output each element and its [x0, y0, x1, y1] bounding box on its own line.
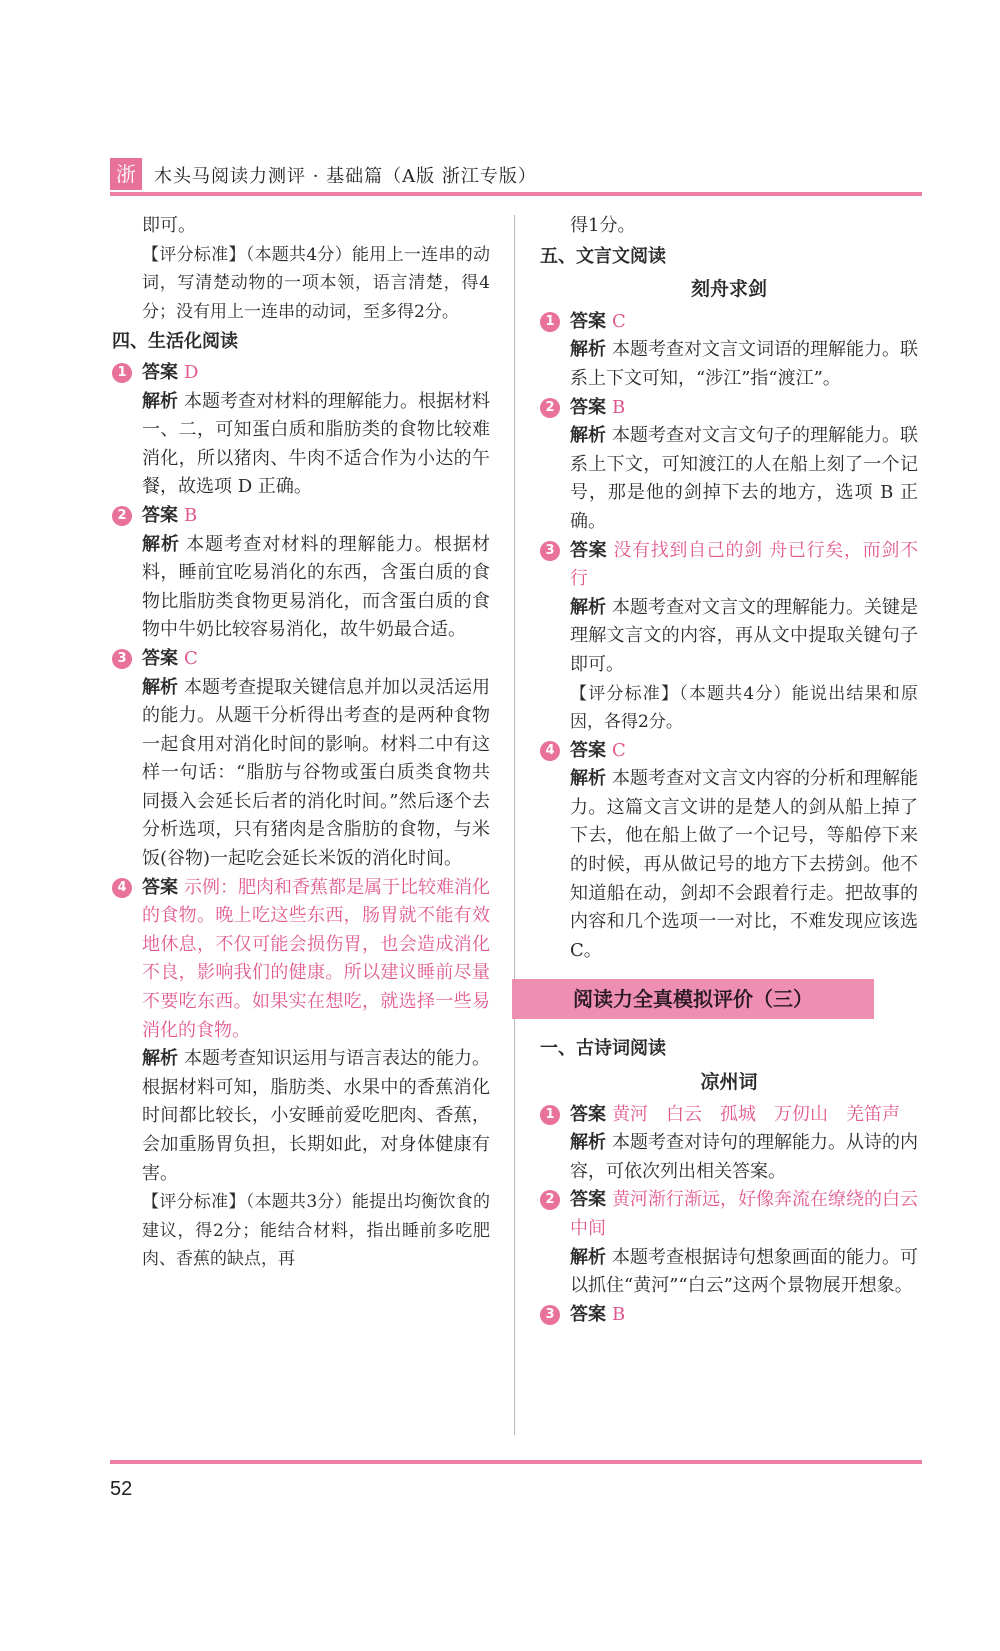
- analysis-text: 本题考查对文言文内容的分析和理解能力。这篇文言文讲的是楚人的剑从船上掉了下去，他在船上做了一个记号，等船停下来的时候，再从做记号的地方下去捞剑。他不知道船在动，剑却不会跟着行走。把故事的内容和几个选项一一对比，不难发现应该选 C。: [570, 768, 918, 961]
- answer-text: 示例：肥肉和香蕉都是属于比较难消化的食物。晚上吃这些东西，肠胃就不能有效地休息，不仅可能会损伤胃，也会造成消化不良，影响我们的健康。所以建议睡前尽量不要吃东西。如果实在想吃，就选择一些易消化的食物。: [142, 876, 490, 1041]
- analysis-text: 本题考查对材料的理解能力。根据材料一、二，可知蛋白质和脂肪类的食物比较难消化，所以猪肉、牛肉不适合作为小达的午餐，故选项 D 正确。: [142, 390, 490, 498]
- question-number: 2: [540, 1190, 560, 1210]
- answer-label: 答案: [570, 310, 606, 332]
- analysis-text: 本题考查对文言文词语的理解能力。联系上下文可知，“涉江”指“渡江”。: [570, 339, 918, 389]
- answer-label: 答案: [142, 647, 178, 669]
- chapter-banner: 阅读力全真模拟评价（三）: [512, 979, 874, 1019]
- page-number: 52: [110, 1478, 133, 1500]
- analysis-label: 解析: [142, 533, 181, 555]
- answer-text: 黄河 白云 孤城 万仞山 羌笛声: [612, 1103, 900, 1125]
- poem-title: 凉州词: [700, 1071, 758, 1094]
- analysis-label: 解析: [570, 1246, 606, 1268]
- analysis-text: 本题考查对文言文的理解能力。关键是理解文言文的内容，再从文中提取关键句子即可。: [570, 596, 918, 675]
- answer-text: B: [612, 396, 626, 418]
- right-column: [540, 212, 918, 1329]
- scoring-standard: 【评分标准】（本题共3分）能提出均衡饮食的建议，得2分；能结合材料，指出睡前多吃肥肉、香蕉的缺点，再: [142, 1192, 490, 1270]
- analysis-text: 本题考查对诗句的理解能力。从诗的内容，可依次列出相关答案。: [570, 1132, 918, 1182]
- answer-label: 答案: [570, 396, 606, 418]
- question-item: [112, 359, 490, 502]
- analysis-label: 解析: [570, 768, 606, 790]
- question-number: 2: [540, 398, 560, 418]
- answer-text: D: [184, 361, 199, 383]
- header-rule: [110, 192, 922, 196]
- series-title: 木头马阅读力测评 · 基础篇（A版 浙江专版）: [154, 166, 537, 187]
- analysis-label: 解析: [142, 676, 178, 698]
- analysis-text: 本题考查对材料的理解能力。根据材料，睡前宜吃易消化的东西，含蛋白质的食物比脂肪类食物更易消化，而含蛋白质的食物中牛奶比较容易消化，故牛奶最合适。: [142, 533, 491, 641]
- answer-label: 答案: [570, 1303, 606, 1325]
- answer-text: C: [184, 647, 198, 669]
- analysis-text: 本题考查根据诗句想象画面的能力。可以抓住“黄河”“白云”这两个景物展开想象。: [570, 1246, 918, 1297]
- analysis-label: 解析: [142, 1048, 178, 1070]
- question-item: [540, 1301, 918, 1330]
- paragraph: 得1分。: [570, 215, 636, 236]
- question-item: [540, 1186, 918, 1300]
- question-item: [540, 537, 918, 737]
- question-item: [540, 737, 918, 966]
- answer-text: 黄河渐行渐远，好像奔流在缭绕的白云中间: [570, 1189, 918, 1239]
- question-number: 3: [540, 1305, 560, 1325]
- answer-label: 答案: [570, 1103, 606, 1125]
- analysis-text: 本题考查知识运用与语言表达的能力。根据材料可知，脂肪类、水果中的香蕉消化时间都比较长，小安睡前爱吃肥肉、香蕉，会加重肠胃负担，长期如此，对身体健康有害。: [142, 1048, 490, 1184]
- answer-text: C: [612, 739, 626, 761]
- answer-label: 答案: [142, 504, 178, 526]
- scoring-standard: 【评分标准】（本题共4分）能说出结果和原因，各得2分。: [570, 683, 918, 733]
- page-header: [110, 158, 922, 190]
- question-number: 1: [540, 312, 560, 332]
- question-number: 4: [540, 741, 560, 761]
- answer-label: 答案: [570, 739, 606, 761]
- answer-label: 答案: [142, 876, 178, 898]
- question-item: [540, 394, 918, 537]
- analysis-text: 本题考查提取关键信息并加以灵活运用的能力。从题干分析得出考查的是两种食物一起食用对消化时间的影响。材料二中有这样一句话：“脂肪与谷物或蛋白质类食物共同摄入会延长后者的消化时间。”然后逐个去分析选项，只有猪肉是含脂肪的食物，与米饭(谷物)一起吃会延长米饭的消化时间。: [142, 676, 490, 870]
- analysis-label: 解析: [570, 425, 606, 447]
- paragraph: 即可。: [142, 215, 196, 236]
- section-heading: 一、古诗词阅读: [540, 1038, 666, 1060]
- scoring-standard: 【评分标准】（本题共4分）能用上一连串的动词，写清楚动物的一项本领，语言清楚，得4分；没有用上一连串的动词，至多得2分。: [142, 244, 490, 322]
- answer-text: C: [612, 310, 626, 332]
- question-item: [540, 308, 918, 394]
- footer-rule: [110, 1460, 922, 1464]
- answer-label: 答案: [570, 539, 608, 561]
- question-item: [540, 1101, 918, 1187]
- column-divider: [514, 215, 515, 1435]
- analysis-label: 解析: [570, 1132, 606, 1154]
- analysis-label: 解析: [570, 339, 606, 361]
- question-item: [112, 645, 490, 874]
- question-number: 3: [540, 541, 560, 561]
- question-number: 4: [112, 878, 132, 898]
- province-badge: 浙: [110, 158, 142, 190]
- answer-text: B: [612, 1303, 626, 1325]
- analysis-label: 解析: [570, 596, 606, 618]
- analysis-text: 本题考查对文言文句子的理解能力。联系上下文，可知渡江的人在船上刻了一个记号，那是他的剑掉下去的地方，选项 B 正确。: [570, 425, 918, 532]
- question-number: 2: [112, 506, 132, 526]
- analysis-label: 解析: [142, 390, 178, 412]
- question-number: 1: [112, 363, 132, 383]
- answer-label: 答案: [570, 1189, 606, 1211]
- question-number: 1: [540, 1105, 560, 1125]
- section-heading: 四、生活化阅读: [112, 331, 238, 353]
- question-item: [112, 874, 490, 1274]
- question-item: [112, 502, 490, 645]
- passage-title: 刻舟求剑: [690, 278, 767, 301]
- answer-label: 答案: [142, 361, 178, 383]
- answer-text: 没有找到自己的剑 舟已行矣，而剑不行: [570, 539, 918, 590]
- question-number: 3: [112, 649, 132, 669]
- section-heading: 五、文言文阅读: [540, 245, 666, 267]
- left-column: [112, 212, 490, 1274]
- answer-text: B: [184, 504, 198, 526]
